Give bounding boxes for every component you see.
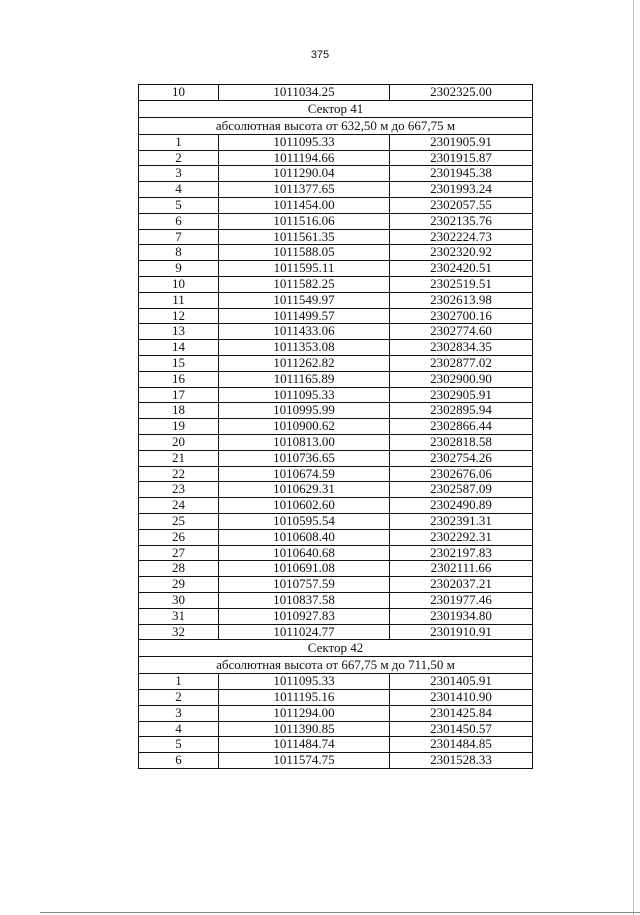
x-coordinate-cell: 1011165.89 xyxy=(219,371,390,387)
table-row xyxy=(139,450,533,466)
sector-title: Сектор 42 xyxy=(139,640,533,657)
sector-title: Сектор 41 xyxy=(139,100,533,117)
x-coordinate-cell: 1011262.82 xyxy=(219,355,390,371)
table-row xyxy=(139,387,533,403)
y-coordinate-cell: 2301484.85 xyxy=(390,737,533,753)
table-row xyxy=(139,608,533,624)
point-number-cell: 29 xyxy=(139,577,219,593)
y-coordinate-cell: 2301410.90 xyxy=(390,690,533,706)
table-row xyxy=(139,419,533,435)
table-row xyxy=(139,753,533,769)
y-coordinate-cell: 2302519.51 xyxy=(390,276,533,292)
x-coordinate-cell: 1010608.40 xyxy=(219,529,390,545)
table-row xyxy=(139,403,533,419)
point-number-cell: 26 xyxy=(139,529,219,545)
y-coordinate-cell: 2302037.21 xyxy=(390,577,533,593)
y-coordinate-cell: 2302224.73 xyxy=(390,229,533,245)
x-coordinate-cell: 1010757.59 xyxy=(219,577,390,593)
table-row xyxy=(139,308,533,324)
y-coordinate-cell: 2302700.16 xyxy=(390,308,533,324)
y-coordinate-cell: 2302754.26 xyxy=(390,450,533,466)
point-number-cell: 5 xyxy=(139,737,219,753)
table-row xyxy=(139,340,533,356)
sector-header-row xyxy=(139,640,533,657)
point-number-cell: 4 xyxy=(139,721,219,737)
y-coordinate-cell: 2302818.58 xyxy=(390,434,533,450)
point-number-cell: 1 xyxy=(139,134,219,150)
y-coordinate-cell: 2302587.09 xyxy=(390,482,533,498)
y-coordinate-cell: 2302391.31 xyxy=(390,513,533,529)
y-coordinate-cell: 2302905.91 xyxy=(390,387,533,403)
x-coordinate-cell: 1011377.65 xyxy=(219,182,390,198)
table-row xyxy=(139,292,533,308)
point-number-cell: 28 xyxy=(139,561,219,577)
table-row xyxy=(139,529,533,545)
x-coordinate-cell: 1010837.58 xyxy=(219,592,390,608)
point-number-cell: 10 xyxy=(139,276,219,292)
coordinates-table xyxy=(138,84,533,769)
table-row xyxy=(139,674,533,690)
sector-altitude-range: абсолютная высота от 667,75 м до 711,50 м xyxy=(139,657,533,674)
y-coordinate-cell: 2301450.57 xyxy=(390,721,533,737)
table-row xyxy=(139,498,533,514)
x-coordinate-cell: 1010674.59 xyxy=(219,466,390,482)
x-coordinate-cell: 1011353.08 xyxy=(219,340,390,356)
point-number-cell: 30 xyxy=(139,592,219,608)
y-coordinate-cell: 2301915.87 xyxy=(390,150,533,166)
y-coordinate-cell: 2301910.91 xyxy=(390,624,533,640)
y-coordinate-cell: 2302292.31 xyxy=(390,529,533,545)
y-coordinate-cell: 2302320.92 xyxy=(390,245,533,261)
y-coordinate-cell: 2302490.89 xyxy=(390,498,533,514)
x-coordinate-cell: 1011095.33 xyxy=(219,134,390,150)
y-coordinate-cell: 2302866.44 xyxy=(390,419,533,435)
point-number-cell: 10 xyxy=(139,85,219,101)
y-coordinate-cell: 2302900.90 xyxy=(390,371,533,387)
y-coordinate-cell: 2301405.91 xyxy=(390,674,533,690)
y-coordinate-cell: 2302197.83 xyxy=(390,545,533,561)
x-coordinate-cell: 1011561.35 xyxy=(219,229,390,245)
point-number-cell: 8 xyxy=(139,245,219,261)
x-coordinate-cell: 1010927.83 xyxy=(219,608,390,624)
y-coordinate-cell: 2302877.02 xyxy=(390,355,533,371)
y-coordinate-cell: 2302420.51 xyxy=(390,261,533,277)
point-number-cell: 22 xyxy=(139,466,219,482)
table-row xyxy=(139,690,533,706)
point-number-cell: 5 xyxy=(139,197,219,213)
point-number-cell: 6 xyxy=(139,213,219,229)
x-coordinate-cell: 1011024.77 xyxy=(219,624,390,640)
table-row xyxy=(139,545,533,561)
table-row xyxy=(139,721,533,737)
table-row xyxy=(139,324,533,340)
x-coordinate-cell: 1011549.97 xyxy=(219,292,390,308)
x-coordinate-cell: 1010995.99 xyxy=(219,403,390,419)
table-row xyxy=(139,705,533,721)
x-coordinate-cell: 1011034.25 xyxy=(219,85,390,101)
y-coordinate-cell: 2302057.55 xyxy=(390,197,533,213)
point-number-cell: 25 xyxy=(139,513,219,529)
x-coordinate-cell: 1011516.06 xyxy=(219,213,390,229)
y-coordinate-cell: 2302111.66 xyxy=(390,561,533,577)
table-row xyxy=(139,182,533,198)
coordinates-table-body xyxy=(139,85,533,769)
table-row xyxy=(139,624,533,640)
table-row xyxy=(139,213,533,229)
page-number: 375 xyxy=(310,49,330,61)
y-coordinate-cell: 2301977.46 xyxy=(390,592,533,608)
x-coordinate-cell: 1011390.85 xyxy=(219,721,390,737)
point-number-cell: 12 xyxy=(139,308,219,324)
x-coordinate-cell: 1011582.25 xyxy=(219,276,390,292)
table-row xyxy=(139,276,533,292)
x-coordinate-cell: 1010629.31 xyxy=(219,482,390,498)
table-row xyxy=(139,85,533,101)
x-coordinate-cell: 1011433.06 xyxy=(219,324,390,340)
table-row xyxy=(139,229,533,245)
table-row xyxy=(139,592,533,608)
x-coordinate-cell: 1011095.33 xyxy=(219,387,390,403)
point-number-cell: 14 xyxy=(139,340,219,356)
table-row xyxy=(139,197,533,213)
sector-header-row xyxy=(139,117,533,134)
y-coordinate-cell: 2301905.91 xyxy=(390,134,533,150)
x-coordinate-cell: 1011588.05 xyxy=(219,245,390,261)
point-number-cell: 6 xyxy=(139,753,219,769)
y-coordinate-cell: 2302676.06 xyxy=(390,466,533,482)
point-number-cell: 31 xyxy=(139,608,219,624)
point-number-cell: 23 xyxy=(139,482,219,498)
sector-header-row xyxy=(139,100,533,117)
table-row xyxy=(139,466,533,482)
point-number-cell: 3 xyxy=(139,705,219,721)
point-number-cell: 32 xyxy=(139,624,219,640)
y-coordinate-cell: 2302834.35 xyxy=(390,340,533,356)
table-row xyxy=(139,737,533,753)
y-coordinate-cell: 2302135.76 xyxy=(390,213,533,229)
point-number-cell: 19 xyxy=(139,419,219,435)
x-coordinate-cell: 1011294.00 xyxy=(219,705,390,721)
x-coordinate-cell: 1011484.74 xyxy=(219,737,390,753)
x-coordinate-cell: 1011194.66 xyxy=(219,150,390,166)
point-number-cell: 9 xyxy=(139,261,219,277)
y-coordinate-cell: 2302895.94 xyxy=(390,403,533,419)
table-row xyxy=(139,513,533,529)
table-row xyxy=(139,134,533,150)
table-row xyxy=(139,150,533,166)
table-row xyxy=(139,261,533,277)
x-coordinate-cell: 1011499.57 xyxy=(219,308,390,324)
y-coordinate-cell: 2302774.60 xyxy=(390,324,533,340)
x-coordinate-cell: 1010595.54 xyxy=(219,513,390,529)
point-number-cell: 27 xyxy=(139,545,219,561)
x-coordinate-cell: 1010691.08 xyxy=(219,561,390,577)
table-row xyxy=(139,434,533,450)
point-number-cell: 16 xyxy=(139,371,219,387)
point-number-cell: 3 xyxy=(139,166,219,182)
point-number-cell: 24 xyxy=(139,498,219,514)
table-row xyxy=(139,166,533,182)
y-coordinate-cell: 2301934.80 xyxy=(390,608,533,624)
point-number-cell: 2 xyxy=(139,690,219,706)
table-row xyxy=(139,355,533,371)
x-coordinate-cell: 1011454.00 xyxy=(219,197,390,213)
x-coordinate-cell: 1010736.65 xyxy=(219,450,390,466)
point-number-cell: 21 xyxy=(139,450,219,466)
x-coordinate-cell: 1010900.62 xyxy=(219,419,390,435)
x-coordinate-cell: 1011574.75 xyxy=(219,753,390,769)
point-number-cell: 17 xyxy=(139,387,219,403)
x-coordinate-cell: 1010813.00 xyxy=(219,434,390,450)
point-number-cell: 15 xyxy=(139,355,219,371)
point-number-cell: 4 xyxy=(139,182,219,198)
y-coordinate-cell: 2301425.84 xyxy=(390,705,533,721)
table-row xyxy=(139,482,533,498)
x-coordinate-cell: 1011095.33 xyxy=(219,674,390,690)
point-number-cell: 7 xyxy=(139,229,219,245)
point-number-cell: 20 xyxy=(139,434,219,450)
x-coordinate-cell: 1011595.11 xyxy=(219,261,390,277)
point-number-cell: 13 xyxy=(139,324,219,340)
y-coordinate-cell: 2301945.38 xyxy=(390,166,533,182)
x-coordinate-cell: 1010640.68 xyxy=(219,545,390,561)
table-row xyxy=(139,371,533,387)
point-number-cell: 18 xyxy=(139,403,219,419)
y-coordinate-cell: 2301993.24 xyxy=(390,182,533,198)
y-coordinate-cell: 2302613.98 xyxy=(390,292,533,308)
y-coordinate-cell: 2301528.33 xyxy=(390,753,533,769)
x-coordinate-cell: 1011195.16 xyxy=(219,690,390,706)
y-coordinate-cell: 2302325.00 xyxy=(390,85,533,101)
point-number-cell: 2 xyxy=(139,150,219,166)
sector-altitude-range: абсолютная высота от 632,50 м до 667,75 м xyxy=(139,117,533,134)
scan-edge-line xyxy=(633,0,634,915)
table-row xyxy=(139,561,533,577)
x-coordinate-cell: 1011290.04 xyxy=(219,166,390,182)
table-row xyxy=(139,577,533,593)
x-coordinate-cell: 1010602.60 xyxy=(219,498,390,514)
point-number-cell: 11 xyxy=(139,292,219,308)
point-number-cell: 1 xyxy=(139,674,219,690)
scan-edge-line xyxy=(40,912,640,913)
table-row xyxy=(139,245,533,261)
sector-header-row xyxy=(139,657,533,674)
